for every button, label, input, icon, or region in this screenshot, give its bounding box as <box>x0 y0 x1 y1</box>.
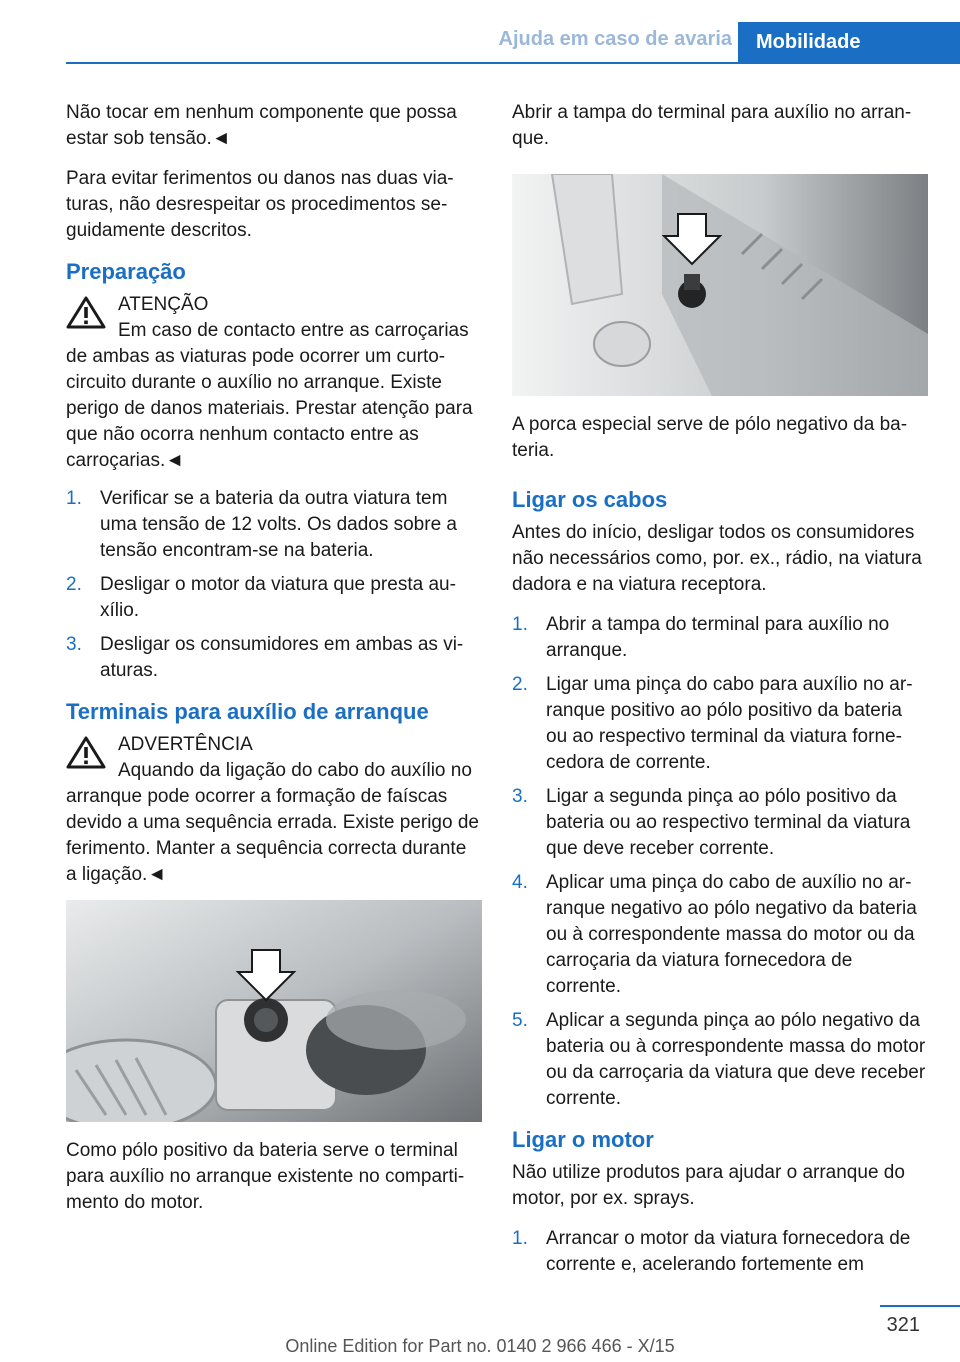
warning-triangle-icon <box>66 296 106 330</box>
warning-box <box>66 292 482 474</box>
warning-text: Em caso de contacto entre as carroçarias de ambas as viaturas pode ocorrer um curto-circuito durante o auxílio no arranque. Existe perigo de danos materiais. Prestar atenção para que não ocorra nenhum contacto entre as carroçarias.◄ <box>66 320 473 471</box>
list-number: 5. <box>512 1010 528 1031</box>
paragraph: Não utilize produtos para ajudar o arranque do motor, por ex. sprays. <box>512 1162 905 1209</box>
list-item <box>512 784 928 862</box>
list-text: Arrancar o motor da viatura fornecedora de corrente e, acelerando fortemente em <box>546 1228 911 1275</box>
footer-rule <box>880 1305 960 1307</box>
paragraph: Abrir a tampa do terminal para auxílio no arranque. <box>512 102 912 149</box>
page-number: 321 <box>886 1314 920 1336</box>
warning-heading: ADVERTÊNCIA <box>118 734 253 755</box>
list-number: 1. <box>512 614 528 635</box>
list-item <box>66 486 482 564</box>
heading-ligar-cabos: Ligar os cabos <box>512 487 668 512</box>
paragraph: Para evitar ferimentos ou danos nas duas viaturas, não desrespeitar os procedimentos seguidamente descritos. <box>66 168 454 241</box>
list-item <box>66 632 482 684</box>
left-column <box>66 100 482 1230</box>
right-column <box>512 100 928 1292</box>
warning-text: Aquando da ligação do cabo do auxílio no arranque pode ocorrer a formação de faíscas devido a uma sequência errada. Existe perigo de ferimento. Manter a sequência correcta durante a ligação.◄ <box>66 760 479 885</box>
steps-list-cabos <box>512 612 928 1112</box>
steps-list-motor <box>512 1226 928 1278</box>
list-number: 4. <box>512 872 528 893</box>
footer-edition-text: Online Edition for Part no. 0140 2 966 466 - X/15 <box>285 1336 675 1356</box>
heading-preparacao: Preparação <box>66 259 186 284</box>
paragraph: Não tocar em nenhum componente que possa estar sob tensão.◄ <box>66 102 457 149</box>
engine-positive-terminal-photo <box>66 900 482 1122</box>
list-text: Desligar os consumidores em ambas as viaturas. <box>100 634 464 681</box>
list-text: Aplicar uma pinça do cabo de auxílio no arranque negativo ao pólo negativo da bateria ou à correspondente massa do motor ou da carroçaria da viatura fornecedora de corrente. <box>546 872 917 997</box>
list-number: 2. <box>512 674 528 695</box>
list-text: Ligar uma pinça do cabo para auxílio no arranque positivo ao pólo positivo da bateria ou ao respectivo terminal da viatura fornecedora de corrente. <box>546 674 913 773</box>
list-text: Ligar a segunda pinça ao pólo positivo da bateria ou ao respectivo terminal da viatura que deve receber corrente. <box>546 786 911 859</box>
heading-terminais: Terminais para auxílio de arranque <box>66 699 429 724</box>
list-number: 3. <box>66 634 82 655</box>
list-text: Aplicar a segunda pinça ao pólo negativo da bateria ou à correspondente massa do motor ou da carroçaria da viatura que deve receber corrente. <box>546 1010 926 1109</box>
heading-ligar-motor: Ligar o motor <box>512 1127 654 1152</box>
steps-list-preparacao <box>66 486 482 684</box>
list-text: Verificar se a bateria da outra viatura tem uma tensão de 12 volts. Os dados sobre a tensão encontram-se na bateria. <box>100 488 457 561</box>
warning-box <box>66 732 482 888</box>
list-text: Desligar o motor da viatura que presta auxílio. <box>100 574 456 621</box>
list-item <box>512 1008 928 1112</box>
list-text: Abrir a tampa do terminal para auxílio no arranque. <box>546 614 890 661</box>
header-chapter-tab: Mobilidade <box>738 22 960 62</box>
list-number: 1. <box>512 1228 528 1249</box>
list-item <box>66 572 482 624</box>
list-item <box>512 1226 928 1278</box>
list-number: 3. <box>512 786 528 807</box>
header-rule <box>66 62 960 64</box>
paragraph: A porca especial serve de pólo negativo da bateria. <box>512 414 908 461</box>
list-number: 1. <box>66 488 82 509</box>
image-caption: Como pólo positivo da bateria serve o terminal para auxílio no arranque existente no compartimento do motor. <box>66 1140 465 1213</box>
header-section-title: Ajuda em caso de avaria <box>498 28 732 50</box>
warning-triangle-icon <box>66 736 106 770</box>
warning-heading: ATENÇÃO <box>118 294 209 315</box>
terminal-cover-photo <box>512 174 928 396</box>
list-item <box>512 612 928 664</box>
list-item <box>512 672 928 776</box>
paragraph: Antes do início, desligar todos os consumidores não necessários como, por. ex., rádio, na viatura dadora e na viatura receptora. <box>512 522 922 595</box>
list-item <box>512 870 928 1000</box>
list-number: 2. <box>66 574 82 595</box>
